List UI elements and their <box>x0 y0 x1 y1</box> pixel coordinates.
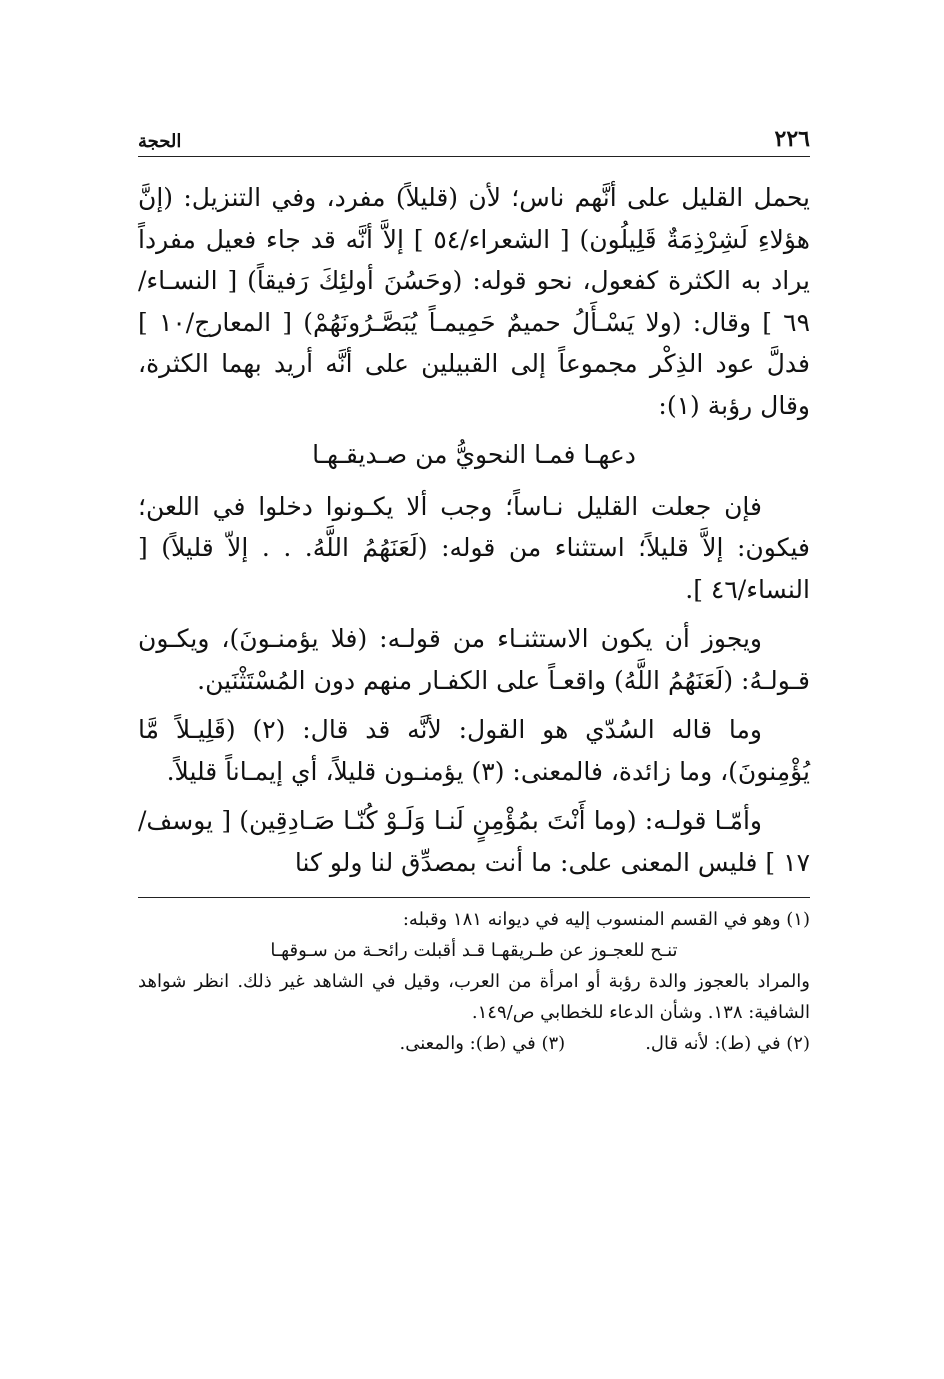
footnote-3: (٣) في (ط): والمعنى. <box>399 1033 566 1054</box>
footnote-1-intro: (١) وهو في القسم المنسوب إليه في ديوانه ١٨١ وقبله: <box>402 909 810 930</box>
book-page <box>138 118 810 1059</box>
paragraph-4: وما قاله السُدّي هو القول: لأنَّه قد قال: (٢) (قَلِيـلاً مَّا يُؤْمِنونَ)، وما زائدة، فالمعنى: (٣) يؤمنـون قليلاً، أي إيمـاناً قليلاً. <box>138 715 810 786</box>
page-header <box>138 118 810 157</box>
paragraph-1: يحمل القليل على أنَّهم ناس؛ لأن (قليلاً) مفرد، وفي التنزيل: (إنَّ هؤلاءِ لَشِرْذِمَةٌ قَلِيلُون) [ الشعراء/٥٤ ] إلاَّ أنَّه قد جاء فعيل مفرداً يراد به الكثرة كفعول، نحو قوله: (وحَسُنَ أولئِكَ رَفيقاً) [ النسـاء/٦٩ ] وقال: (ولا يَسْـأَلُ حميمٌ حَمِيمـاً يُبَصَّـرُونَهُمْ) [ المعارج/١٠ ] فدلَّ عود الذِكْر مجموعاً إلى القبيلين على أنَّه أريد بهما الكثرة، وقال رؤبة (١): <box>138 183 810 420</box>
footnote-1-text: والمراد بالعجوز والدة رؤبة أو امرأة من العرب، وقيل في الشاهد غير ذلك. انظر شواهد الشافية: ١٣٨. وشأن الدعاء للخطابي ص/١٤٩. <box>138 971 810 1023</box>
paragraph-2: فإن جعلت القليل نـاساً؛ وجب ألا يكـونوا دخلوا في اللعن؛ فيكون: إلاَّ قليلاً؛ استثناء من قوله: (لَعَنَهُمُ اللَّهُ. . . إلاّ قليلاً) [ النساء/٤٦ ]. <box>138 491 810 604</box>
paragraph-3: ويجوز أن يكون الاستثنـاء من قولـه: (فلا يؤمنـونَ)، ويكـون قـولـهُ: (لَعَنَهُمُ اللَّهُ) واقعـاً على الكفـار منهم دون المُسْتَثْنَين. <box>138 624 810 695</box>
footnote-2: (٢) في (ط): لأنه قال. <box>645 1033 810 1054</box>
main-text <box>138 177 810 883</box>
footnote-1-verse: تنـح للعجـوز عن طـريقهـا قـد أقبلت رائحـة من سـوقهـا <box>270 940 678 961</box>
footnotes <box>138 897 810 1059</box>
running-title: الحجة <box>138 131 182 152</box>
footnote-row <box>138 1028 810 1059</box>
paragraph-5: وأمّـا قولـه: (وما أَنْتَ بمُؤْمِنٍ لَنـا وَلَـوْ كُنّـا صَـادِقِين) [ يوسف/١٧ ] فليس المعنى على: ما أنت بمصدِّق لنا ولو كنا <box>138 806 810 877</box>
page-number: ٢٢٦ <box>774 126 810 152</box>
poetry-verse: دعهـا فمـا النحويُّ من صـديقـهـا <box>312 440 636 469</box>
